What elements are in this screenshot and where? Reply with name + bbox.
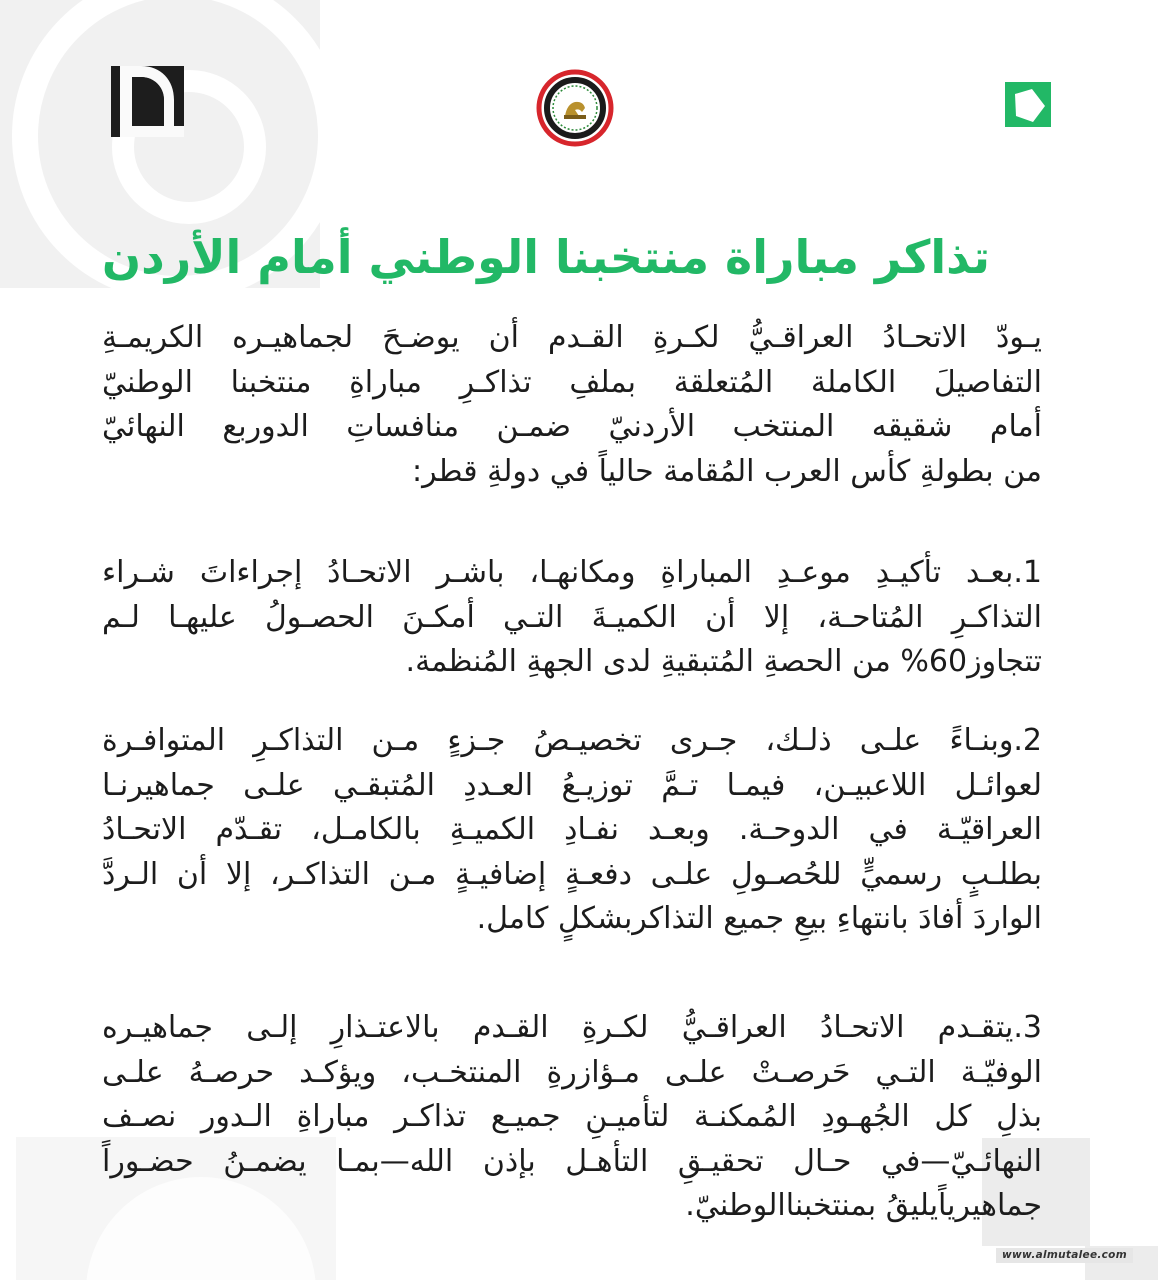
point-line: 2.وبنـاءً علـى ذلـك، جـرى تخصيـصُ جـزءٍ مـن التذاكـرِ المتوافـرة [102, 723, 1042, 758]
point-line: الوفيّـة التـي حَرصـتْ علـى مـؤازرةِ المنتخـب، ويؤكـد حرصـهُ علـى [102, 1054, 1042, 1090]
point-line: التذاكـرِ المُتاحـة، إلا أن الكميـةَ التـي أمكـنَ الحصـولُ عليهـا لـم [102, 599, 1042, 635]
point-3-paragraph [102, 1006, 1042, 1229]
point-1-paragraph [102, 551, 1042, 685]
point-line: النهائـيّ—في حـال تحقيـقِ التأهـل بإذن الله—بمـا يضمـنُ حضـوراً [102, 1143, 1042, 1179]
point-2-paragraph [102, 719, 1042, 942]
point-line: العراقيّـة في الدوحـة. وبعـد نفـادِ الكميـةِ بالكامـل، تقـدّم الاتحـادُ [102, 812, 1042, 847]
page-title: تذاكر مباراة منتخبنا الوطني أمام الأردن [101, 230, 990, 284]
point-line: بطلـبٍ رسميٍّ للحُصـولِ علـى دفعـةٍ إضافيـةٍ مـن التذاكـر، إلا أن الـردَّ [102, 856, 1042, 892]
point-line: 1.بعـد تأكيـدِ موعـدِ المباراةِ ومكانهـا، باشـر الاتحـادُ إجراءاتَ شـراء [102, 555, 1042, 590]
watermark-url: www.almutalee.com [996, 1248, 1133, 1263]
iraq-football-association-emblem [535, 68, 615, 148]
green-pentagon-logo-icon [1005, 82, 1051, 127]
intro-line: يـودّ الاتحـادُ العراقـيُّ لكـرةِ القـدم أن يوضـحَ لجماهيـره الكريمـةِ [102, 320, 1042, 355]
intro-line: التفاصيلَ الكاملة المُتعلقة بملفِ تذاكـرِ مباراةِ منتخبنا الوطنيّ [102, 364, 1042, 400]
intro-line: أمام شقيقه المنتخب الأردنيّ ضمـن منافساتِ الدوربع النهائيّ [102, 409, 1042, 444]
point-line: الواردَ أفادَ بانتهاءِ بيعِ جميع التذاكربشكلٍ كامل. [476, 901, 1042, 936]
point-line: لعوائـل اللاعبيـن، فيمـا تـمَّ توزيـعُ العـددِ المُتبقـي علـى جماهيرنـا [102, 767, 1042, 803]
point-line: بذلِ كل الجُهـودِ المُمكنـة لتأميـنِ جميـع تذاكـر مباراةِ الـدور نصـف [102, 1099, 1042, 1134]
intro-paragraph [102, 316, 1042, 494]
point-line: 3.يتقـدم الاتحـادُ العراقـيُّ لكـرةِ القـدم بالاعتـذارِ إلـى جماهيـره [102, 1010, 1042, 1045]
almutalee-logo-icon [111, 66, 184, 137]
point-line: جماهيرياًيليقُ بمنتخبناالوطنيّ. [685, 1188, 1042, 1223]
point-line: تتجاوز60% من الحصةِ المُتبقيةِ لدى الجهةِ المُنظمة. [405, 644, 1042, 679]
intro-line: من بطولةِ كأس العرب المُقامة حالياً في دولةِ قطر: [412, 453, 1042, 489]
